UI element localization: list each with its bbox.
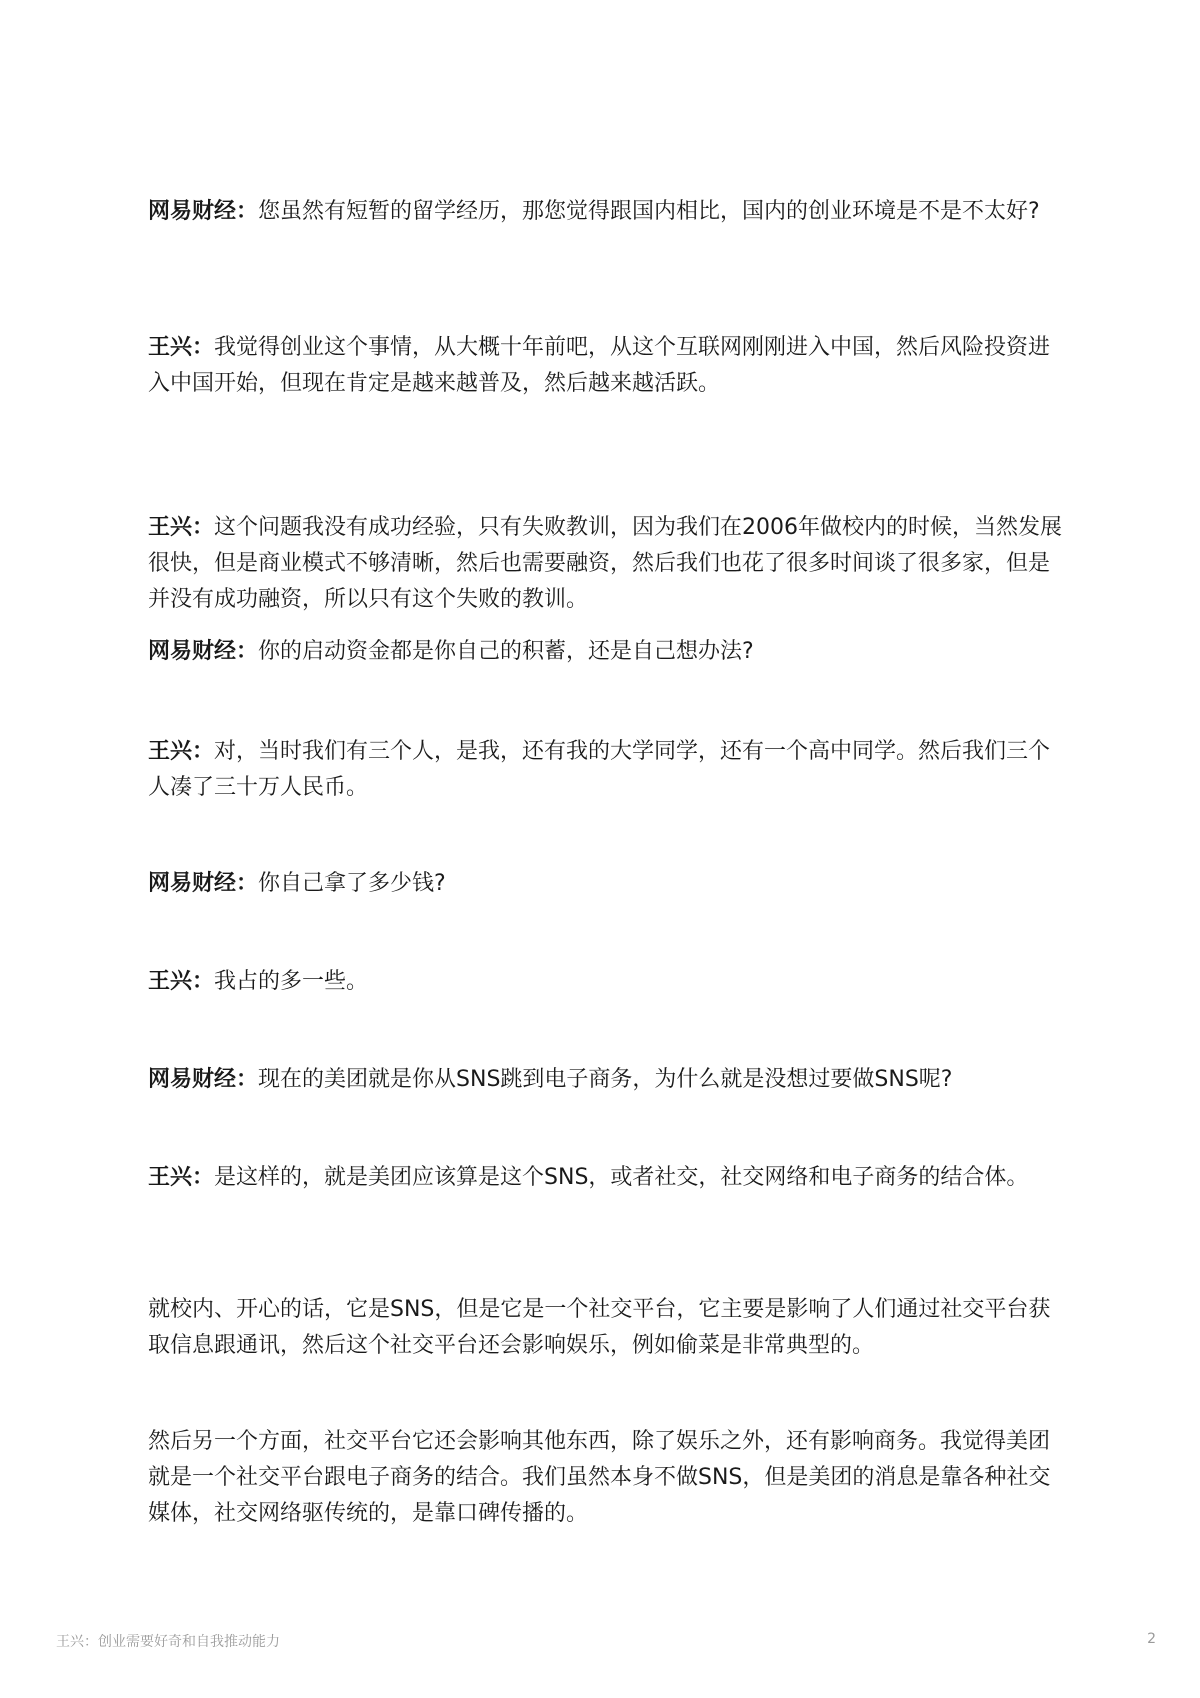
paragraph-text: 然后另一个方面，社交平台它还会影响其他东西，除了娱乐之外，还有影响商务。我觉得美团就是一个社交平台跟电子商务的结合。我们虽然本身不做SNS，但是美团的消息是靠各种社交媒体，社交网络驱传统的，是靠口碑传播的。 bbox=[148, 1429, 1051, 1526]
paragraph-text: 是这样的，就是美团应该算是这个SNS，或者社交，社交网络和电子商务的结合体。 bbox=[214, 1165, 1029, 1190]
paragraph-7 bbox=[148, 964, 1064, 1000]
paragraph-10 bbox=[148, 1292, 1064, 1364]
paragraph-2 bbox=[148, 330, 1064, 402]
speaker-label: 王兴： bbox=[148, 739, 215, 764]
paragraph-11 bbox=[148, 1424, 1064, 1532]
paragraph-text: 你的启动资金都是你自己的积蓄，还是自己想办法? bbox=[258, 639, 754, 664]
paragraph-text: 我占的多一些。 bbox=[214, 969, 369, 994]
paragraph-3 bbox=[148, 510, 1064, 618]
paragraph-9 bbox=[148, 1160, 1064, 1196]
paragraph-6 bbox=[148, 866, 1064, 902]
paragraph-text: 你自己拿了多少钱? bbox=[258, 871, 446, 896]
paragraph-text: 对，当时我们有三个人，是我，还有我的大学同学，还有一个高中同学。然后我们三个人凑了三十万人民币。 bbox=[148, 739, 1051, 800]
speaker-label: 网易财经： bbox=[148, 1067, 259, 1092]
paragraph-5 bbox=[148, 734, 1064, 806]
paragraph-text: 就校内、开心的话，它是SNS，但是它是一个社交平台，它主要是影响了人们通过社交平台获取信息跟通讯，然后这个社交平台还会影响娱乐，例如偷菜是非常典型的。 bbox=[148, 1297, 1051, 1358]
speaker-label: 王兴： bbox=[148, 969, 215, 994]
footer-document-title: 王兴：创业需要好奇和自我推动能力 bbox=[56, 1634, 280, 1650]
paragraph-text: 您虽然有短暂的留学经历，那您觉得跟国内相比，国内的创业环境是不是不太好? bbox=[258, 199, 1040, 224]
speaker-label: 王兴： bbox=[148, 1165, 215, 1190]
paragraph-4 bbox=[148, 634, 1064, 670]
speaker-label: 网易财经： bbox=[148, 871, 259, 896]
footer-page-number: 2 bbox=[1147, 1631, 1156, 1647]
speaker-label: 王兴： bbox=[148, 335, 215, 360]
paragraph-8 bbox=[148, 1062, 1064, 1098]
paragraph-text: 我觉得创业这个事情，从大概十年前吧，从这个互联网刚刚进入中国，然后风险投资进入中国开始，但现在肯定是越来越普及，然后越来越活跃。 bbox=[148, 335, 1051, 396]
paragraph-text: 这个问题我没有成功经验，只有失败教训，因为我们在2006年做校内的时候，当然发展很快，但是商业模式不够清晰，然后也需要融资，然后我们也花了很多时间谈了很多家，但是并没有成功融资，所以只有这个失败的教训。 bbox=[148, 515, 1063, 612]
speaker-label: 网易财经： bbox=[148, 639, 259, 664]
speaker-label: 王兴： bbox=[148, 515, 215, 540]
speaker-label: 网易财经： bbox=[148, 199, 259, 224]
paragraph-text: 现在的美团就是你从SNS跳到电子商务，为什么就是没想过要做SNS呢? bbox=[258, 1067, 953, 1092]
paragraph-1 bbox=[148, 194, 1064, 230]
